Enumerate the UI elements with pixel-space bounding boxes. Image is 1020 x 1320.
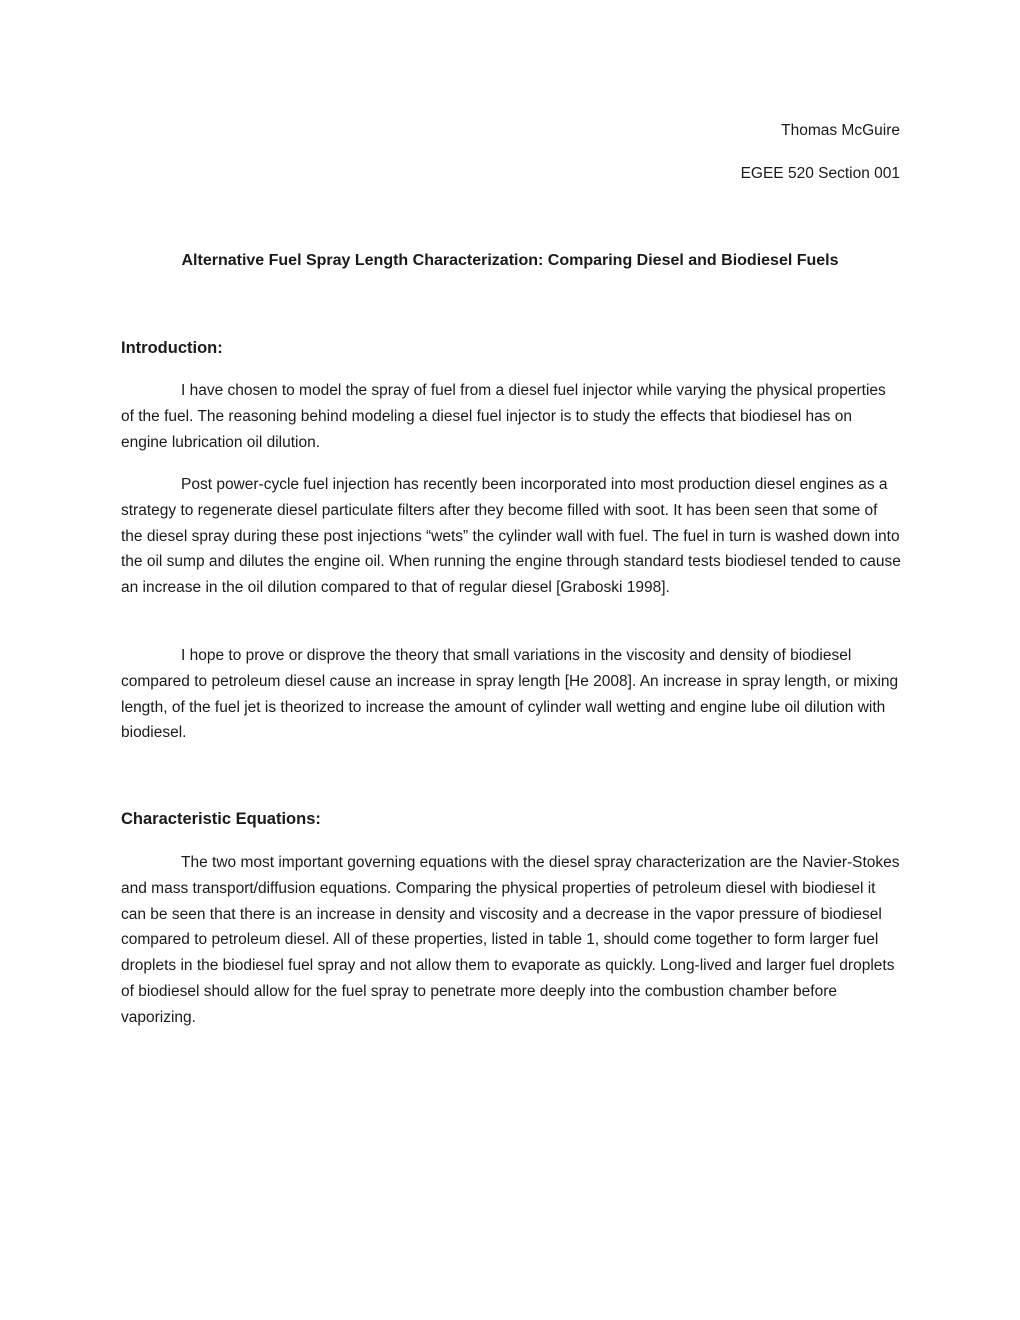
document-title: Alternative Fuel Spray Length Characterization: Comparing Diesel and Biodiesel Fuels xyxy=(181,252,839,269)
section-heading-introduction: Introduction: xyxy=(121,339,223,357)
paragraph: The two most important governing equations with the diesel spray characterization are the Navier-Stokes and mass transport/diffusion equations. Comparing the physical properties of petroleum diesel with biodiesel it can be seen that there is an increase in density and viscosity and a decrease in the vapor pressure of biodiesel compared to petroleum diesel. All of these properties, listed in table 1, should come together to form larger fuel droplets in the biodiesel fuel spray and not allow them to evaporate as quickly. Long-lived and larger fuel droplets of biodiesel should allow for the fuel spray to penetrate more deeply into the combustion chamber before vaporizing. xyxy=(121,854,900,1026)
paragraph: Post power-cycle fuel injection has recently been incorporated into most production diesel engines as a strategy to regenerate diesel particulate filters after they become filled with soot. It has been seen that some of the diesel spray during these post injections “wets” the cylinder wall with fuel. The fuel in turn is washed down into the oil sump and dilutes the engine oil. When running the engine through standard tests biodiesel tended to cause an increase in the oil dilution compared to that of regular diesel [Graboski 1998]. xyxy=(121,476,901,597)
course-section: EGEE 520 Section 001 xyxy=(740,165,900,182)
paragraph: I have chosen to model the spray of fuel from a diesel fuel injector while varying the physical properties of the fuel. The reasoning behind modeling a diesel fuel injector is to study the effects that biodiesel has on engine lubrication oil dilution. xyxy=(121,382,886,451)
author-name: Thomas McGuire xyxy=(781,122,900,139)
paragraph: I hope to prove or disprove the theory that small variations in the viscosity and density of biodiesel compared to petroleum diesel cause an increase in spray length [He 2008]. An increase in spray length, or mixing length, of the fuel jet is theorized to increase the amount of cylinder wall wetting and engine lube oil dilution with biodiesel. xyxy=(121,647,899,742)
section-heading-characteristic-equations: Characteristic Equations: xyxy=(121,810,321,828)
